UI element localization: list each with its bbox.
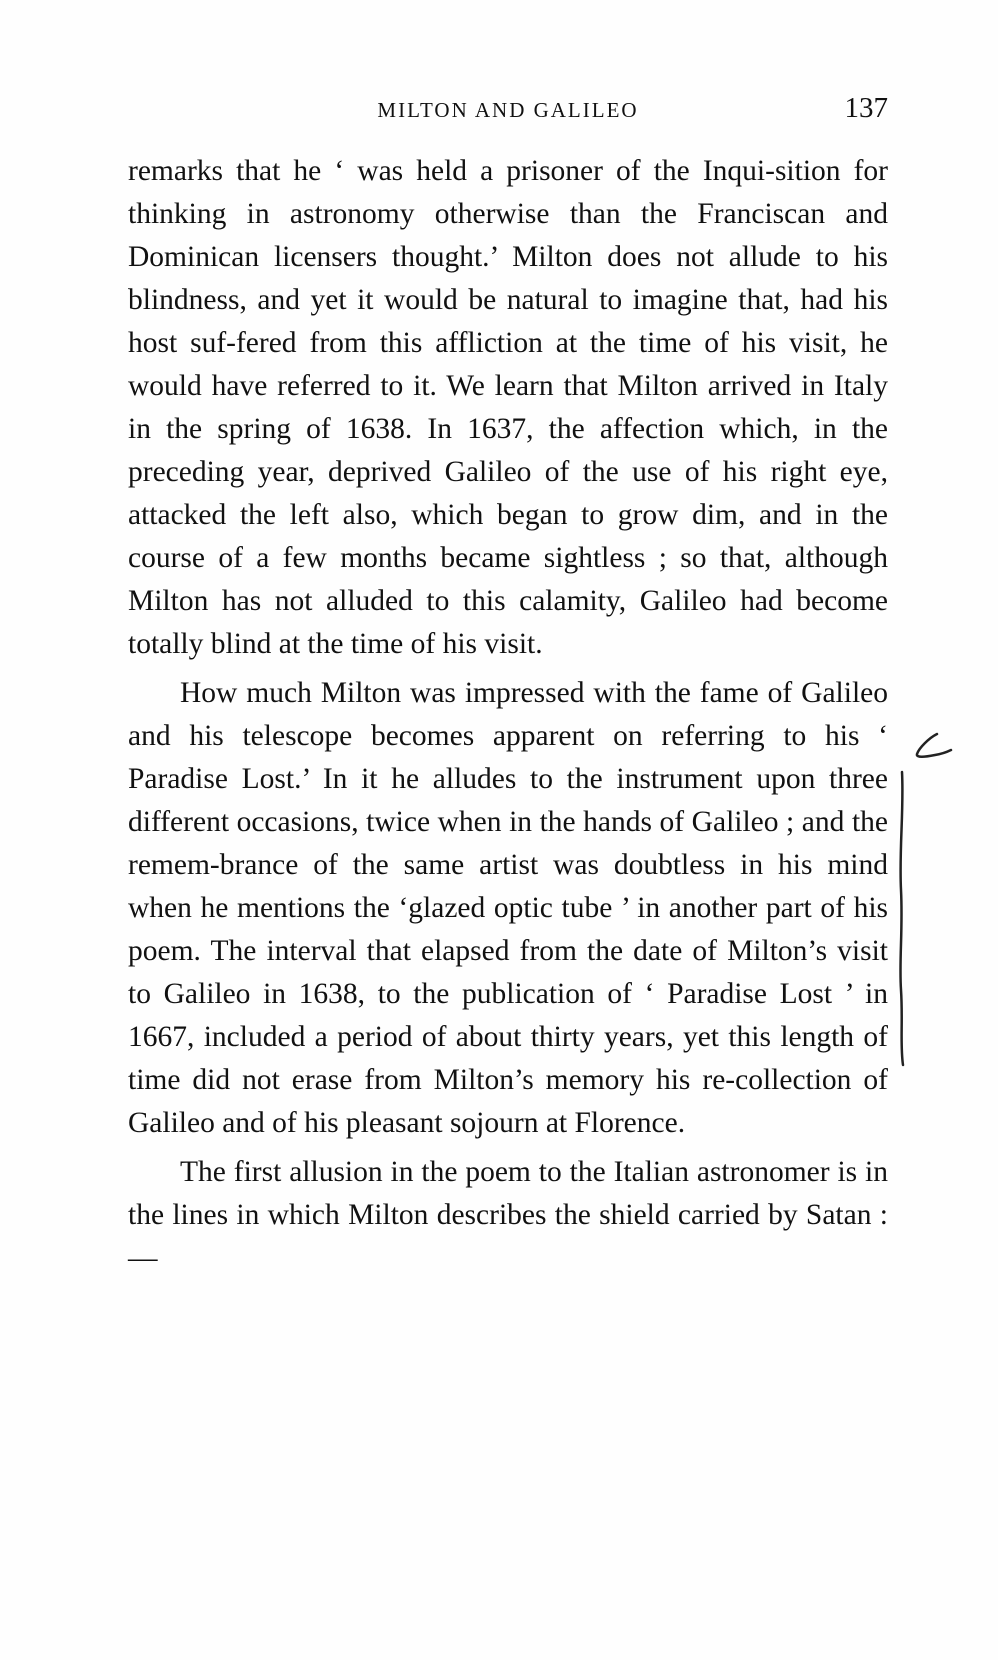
paragraph-3: The first allusion in the poem to the Italian astronomer is in the lines in which Milton describes the shield carried by Satan :—: [128, 1156, 888, 1274]
running-head: [128, 92, 888, 132]
running-title: MILTON AND GALILEO: [377, 98, 639, 122]
body-text: [128, 150, 888, 1280]
paragraph-1: remarks that he ‘ was held a prisoner of the Inqui-sition for thinking in astronomy otherwise than the Franciscan and Dominican licensers thought.’ Milton does not allude to his blindness, and yet it would be natural to imagine that, had his host suf-fered from this affliction at the time of his visit, he would have referred to it. We learn that Milton arrived in Italy in the spring of 1638. In 1637, the affection which, in the preceding year, deprived Galileo of the use of his right eye, attacked the left also, which began to grow dim, and in the course of a few months became sightless ; so that, although Milton has not alluded to this calamity, Galileo had become totally blind at the time of his visit.: [128, 155, 888, 660]
handwritten-margin-bracket-icon: [895, 730, 965, 1070]
paragraph-2: How much Milton was impressed with the fame of Galileo and his telescope becomes apparent on referring to his ‘ Paradise Lost.’ In it he alludes to the instrument upon three different occasions, twice when in the hands of Galileo ; and the remem-brance of the same artist was doubtless in his mind when he mentions the ‘glazed optic tube ’ in another part of his poem. The interval that elapsed from the date of Milton’s visit to Galileo in 1638, to the publication of ‘ Paradise Lost ’ in 1667, included a period of about thirty years, yet this length of time did not erase from Milton’s memory his re-collection of Galileo and of his pleasant sojourn at Florence.: [128, 677, 888, 1139]
page-number: 137: [844, 92, 888, 124]
